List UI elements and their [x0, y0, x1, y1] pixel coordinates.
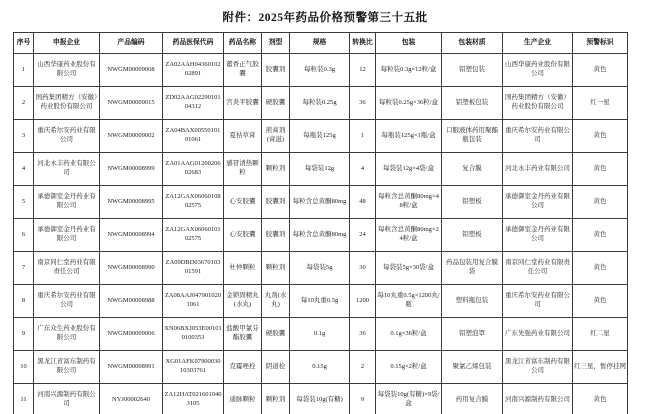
table-cell: ZD02AAG0229010104312	[163, 87, 224, 120]
table-cell: ZA12GAX0606010802575	[163, 186, 224, 219]
column-header: 包装材质	[442, 33, 503, 54]
column-header: 规格	[290, 33, 350, 54]
table-cell: 每粒含总黄酮80mg×48粒/盒	[376, 186, 442, 219]
table-cell: 重庆希尔安药业有限公司	[503, 285, 573, 318]
table-cell: NWGM00009002	[100, 120, 163, 153]
table-header-row	[14, 33, 628, 54]
table-cell: ZA12HAT0216010403105	[163, 384, 224, 414]
table-cell: 河北永丰药业有限公司	[34, 153, 100, 186]
table-cell: 0.1g×36粒/盒	[376, 318, 442, 351]
table-cell: 山西华康药业股份有限公司	[34, 54, 100, 87]
table-cell: NWGM00009015	[100, 87, 163, 120]
table-cell: 每粒装0.3g	[290, 54, 350, 87]
table-cell: 10	[14, 351, 34, 384]
table-cell: 5	[14, 186, 34, 219]
table-cell: ZA08AAJ0479010201061	[163, 285, 224, 318]
table-cell: 药品包装用复合膜袋	[442, 252, 503, 285]
table-row	[14, 219, 628, 252]
table-cell: 铝塑包装	[442, 54, 503, 87]
table-cell: 重庆希尔安药业有限公司	[34, 120, 100, 153]
table-cell: 河北永丰药业有限公司	[503, 153, 573, 186]
table-cell: 承德御室金丹药业有限公司	[34, 219, 100, 252]
table-row	[14, 285, 628, 318]
page-title: 附件：2025年药品价格预警第三十五批	[222, 12, 428, 24]
table-cell: 36	[350, 318, 376, 351]
table-cell: 胶囊剂	[262, 54, 290, 87]
table-cell: 每袋装5g×30袋/盒	[376, 252, 442, 285]
column-header: 产品编码	[100, 33, 163, 54]
table-cell: 2	[14, 87, 34, 120]
table-cell: ZA09DBD0367010301591	[163, 252, 224, 285]
table-cell: 1200	[350, 285, 376, 318]
table-cell: 硬胶囊	[262, 318, 290, 351]
table-cell: 24	[350, 219, 376, 252]
column-header: 预警标识	[573, 33, 628, 54]
table-cell: 复合膜	[442, 153, 503, 186]
table-cell: 心安胶囊	[224, 219, 262, 252]
table-cell: ZA02AAH0436010202891	[163, 54, 224, 87]
table-cell: 每瓶装125g×1瓶/盒	[376, 120, 442, 153]
column-header: 药品名称	[224, 33, 262, 54]
table-cell: 南京同仁堂药业有限责任公司	[503, 252, 573, 285]
table-row	[14, 54, 628, 87]
table-row	[14, 186, 628, 219]
table-cell: 每10丸重0.5g	[290, 285, 350, 318]
table-cell: NWGM00008999	[100, 153, 163, 186]
table-cell: 30	[350, 252, 376, 285]
table-row	[14, 87, 628, 120]
table-row	[14, 384, 628, 414]
table-cell: 河南兴源制药有限公司	[503, 384, 573, 414]
table-cell: 4	[350, 153, 376, 186]
table-cell: 国药集团精方（安徽）药业股份有限公司	[34, 87, 100, 120]
table-cell: ZA12GAX0606010102575	[163, 219, 224, 252]
table-cell: 铝塑板	[442, 219, 503, 252]
table-cell: 硬胶囊	[262, 87, 290, 120]
table-cell: 黑龙江省富东制药有限公司	[503, 351, 573, 384]
table-cell: 每袋装5g	[290, 252, 350, 285]
table-cell: 每袋装10g(有糖)	[290, 384, 350, 414]
table-cell: 黄色	[573, 285, 628, 318]
table-cell: 颗粒剂	[262, 384, 290, 414]
table-cell: 黄色	[573, 153, 628, 186]
drug-price-warning-table	[13, 32, 628, 414]
column-header: 转换比	[350, 33, 376, 54]
table-cell: 11	[14, 384, 34, 414]
table-cell: NWGM00008991	[100, 351, 163, 384]
table-cell: 藿香正气胶囊	[224, 54, 262, 87]
table-cell: 9	[350, 384, 376, 414]
table-cell: 每粒含总黄酮80mg×24粒/盒	[376, 219, 442, 252]
table-cell: 48	[350, 186, 376, 219]
table-cell: 心安胶囊	[224, 186, 262, 219]
table-cell: 通脉颗粒	[224, 384, 262, 414]
table-cell: 12	[350, 54, 376, 87]
table-cell: 胶囊剂	[262, 186, 290, 219]
column-header: 剂型	[262, 33, 290, 54]
table-cell: 广东先强药业有限公司	[503, 318, 573, 351]
table-cell: 每粒含总黄酮80mg	[290, 186, 350, 219]
table-cell: 7	[14, 252, 34, 285]
table-cell: 红一星	[573, 87, 628, 120]
table-cell: NWGM00008990	[100, 252, 163, 285]
table-cell: 金锁固精丸(水丸)	[224, 285, 262, 318]
table-cell: 杜仲颗粒	[224, 252, 262, 285]
table-cell: 感冒清热颗粒	[224, 153, 262, 186]
table-cell: NWGM00008988	[100, 285, 163, 318]
table-cell: 国药集团精方（安徽）药业股份有限公司	[503, 87, 573, 120]
column-header: 序号	[14, 33, 34, 54]
table-cell: NWGM00009008	[100, 54, 163, 87]
table-cell: 南京同仁堂药业有限责任公司	[34, 252, 100, 285]
table-cell: 黄色	[573, 219, 628, 252]
table-cell: 2	[350, 351, 376, 384]
table-cell: 每袋装12g×4袋/盒	[376, 153, 442, 186]
table-cell: 0.15g×2粒/盒	[376, 351, 442, 384]
table-row	[14, 120, 628, 153]
table-cell: 铝塑泡罩	[442, 318, 503, 351]
column-header: 申报企业	[34, 33, 100, 54]
table-cell: 承德御室金丹药业有限公司	[503, 219, 573, 252]
table-cell: 铝塑板包装	[442, 87, 503, 120]
table-cell: 红二星	[573, 318, 628, 351]
table-cell: 1	[14, 54, 34, 87]
table-cell: 0.15g	[290, 351, 350, 384]
table-cell: 每粒装0.25g×36粒/盒	[376, 87, 442, 120]
table-cell: 重庆希尔安药业有限公司	[503, 120, 573, 153]
table-cell: 宫炎平胶囊	[224, 87, 262, 120]
table-cell: XN06BXJ053E001010100353	[163, 318, 224, 351]
table-cell: 河南兴源制药有限公司	[34, 384, 100, 414]
table-cell: ZA01AAG0120020602683	[163, 153, 224, 186]
table-cell: 阴道栓	[262, 351, 290, 384]
table-cell: 每袋装10g(有糖)×9袋/盒	[376, 384, 442, 414]
table-cell: 每10丸重0.5g×1200丸/瓶	[376, 285, 442, 318]
table-cell: 9	[14, 318, 34, 351]
table-cell: 3	[14, 120, 34, 153]
table-cell: 夏枯草膏	[224, 120, 262, 153]
column-header: 药品医保代码	[163, 33, 224, 54]
table-cell: 每袋装12g	[290, 153, 350, 186]
table-cell: 每瓶装125g	[290, 120, 350, 153]
table-cell: XG01AFK0790003010303761	[163, 351, 224, 384]
table-cell: 克霉唑栓	[224, 351, 262, 384]
table-cell: 1	[350, 120, 376, 153]
table-cell: 铝塑板	[442, 186, 503, 219]
table-cell: 颗粒剂	[262, 252, 290, 285]
table-cell: 每粒含总黄酮80mg	[290, 219, 350, 252]
table-cell: ZA04BAX0055010101061	[163, 120, 224, 153]
table-row	[14, 351, 628, 384]
table-cell: 0.1g	[290, 318, 350, 351]
table-cell: 黄色	[573, 252, 628, 285]
table-cell: 黄色	[573, 120, 628, 153]
table-cell: 药用复合膜	[442, 384, 503, 414]
table-cell: NYJ00002640	[100, 384, 163, 414]
table-cell: 黄色	[573, 384, 628, 414]
table-body	[14, 54, 628, 414]
table-cell: 6	[14, 219, 34, 252]
table-cell: 盐酸甲氯芬酯胶囊	[224, 318, 262, 351]
table-cell: NWGM00008994	[100, 219, 163, 252]
table-cell: 广东众生药业股份有限公司	[34, 318, 100, 351]
table-cell: NWGM00009006	[100, 318, 163, 351]
column-header: 生产企业	[503, 33, 573, 54]
table-cell: 煎膏剂(膏滋)	[262, 120, 290, 153]
table-cell: NWGM00008995	[100, 186, 163, 219]
table-row	[14, 153, 628, 186]
table-cell: 聚氯乙烯包装	[442, 351, 503, 384]
table-cell: 山西华康药业股份有限公司	[503, 54, 573, 87]
table-cell: 黑龙江省富东制药有限公司	[34, 351, 100, 384]
table-cell: 36	[350, 87, 376, 120]
table-cell: 胶囊剂	[262, 219, 290, 252]
table-cell: 8	[14, 285, 34, 318]
table-cell: 每粒装0.25g	[290, 87, 350, 120]
table-cell: 黄色	[573, 186, 628, 219]
table-row	[14, 252, 628, 285]
table-row	[14, 318, 628, 351]
table-cell: 红三星，暂停挂网	[573, 351, 628, 384]
table-cell: 重庆希尔安药业有限公司	[34, 285, 100, 318]
table-cell: 塑料瓶包装	[442, 285, 503, 318]
table-cell: 每粒装0.3g×12粒/盒	[376, 54, 442, 87]
table-cell: 承德御室金丹药业有限公司	[503, 186, 573, 219]
column-header: 包装	[376, 33, 442, 54]
table-cell: 黄色	[573, 54, 628, 87]
table-cell: 口服液体药用聚酯瓶包装	[442, 120, 503, 153]
table-cell: 颗粒剂	[262, 153, 290, 186]
table-cell: 4	[14, 153, 34, 186]
document-page	[0, 9, 650, 414]
table-cell: 承德御室金丹药业有限公司	[34, 186, 100, 219]
table-cell: 丸剂(水丸)	[262, 285, 290, 318]
